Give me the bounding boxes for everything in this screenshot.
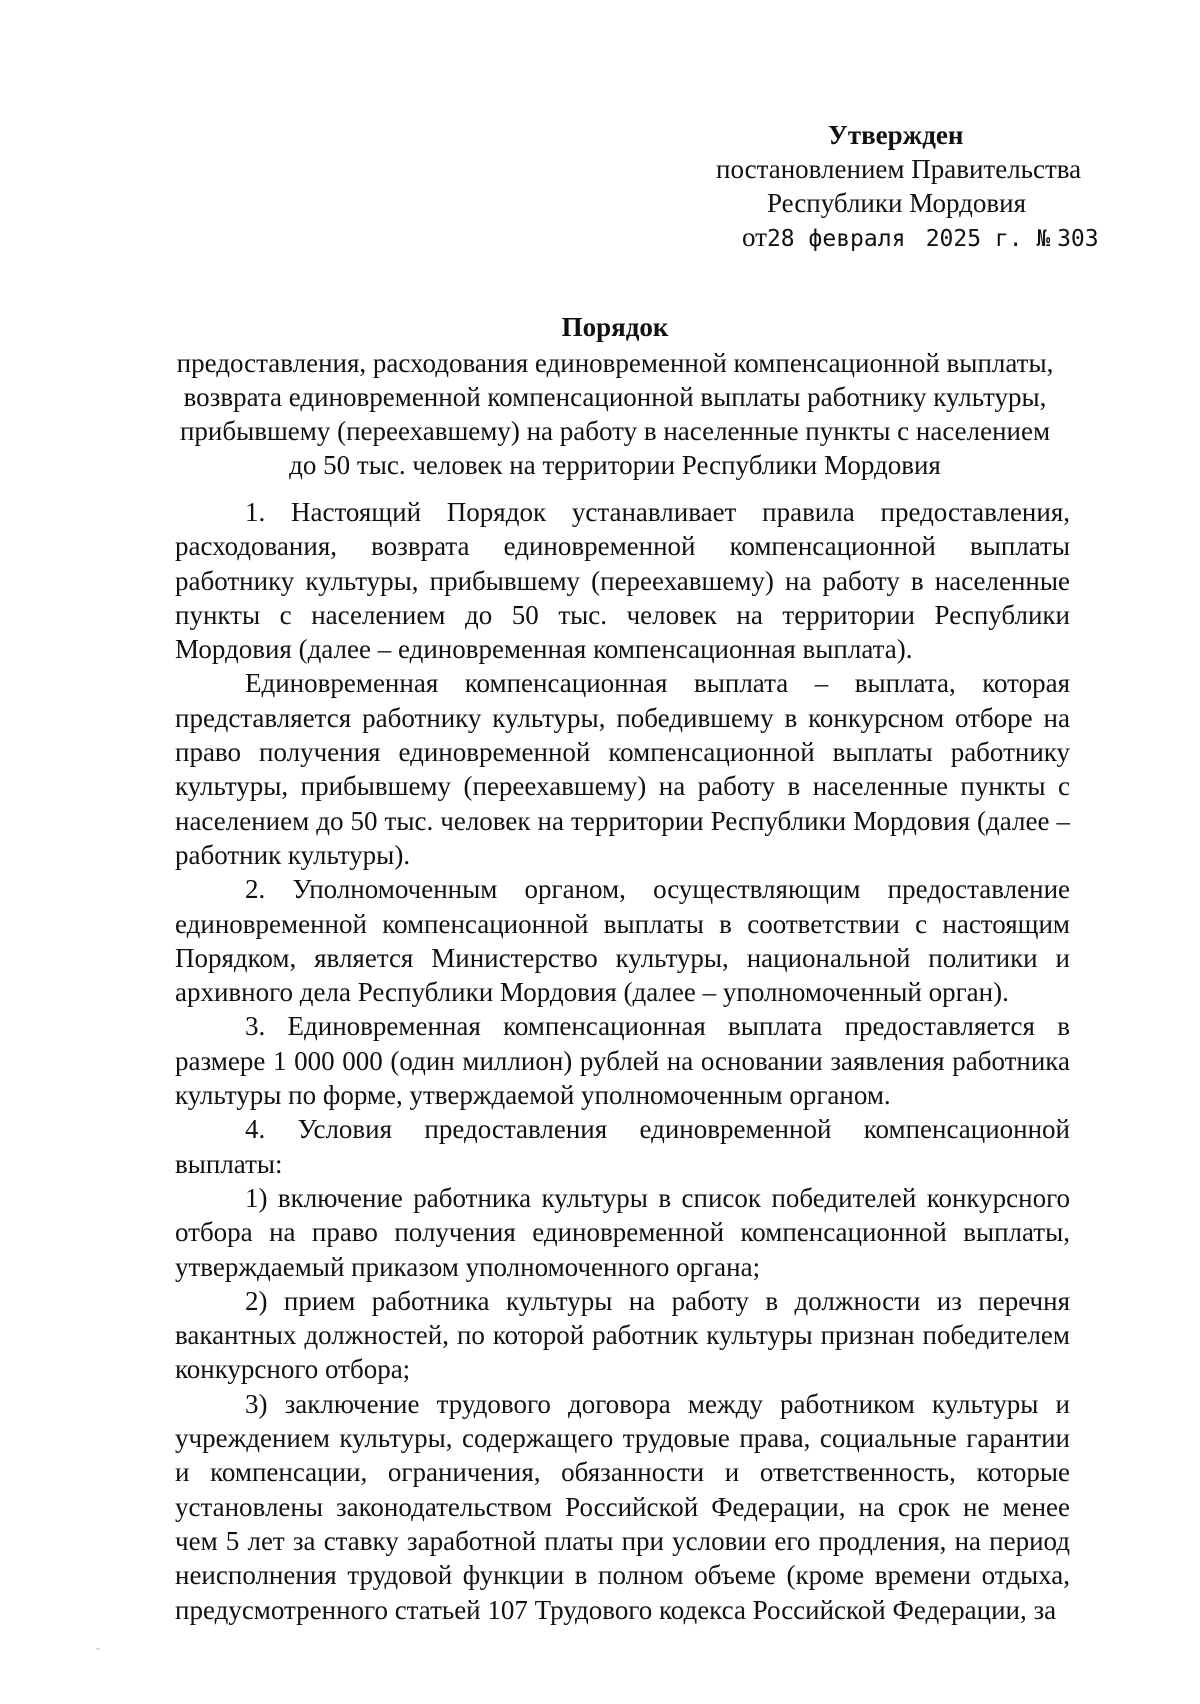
approval-title: Утвержден — [828, 120, 964, 150]
approval-line-decree: постановлением Правительства — [716, 154, 1082, 184]
approval-date-day-month: 28 февраля — [766, 226, 906, 252]
approval-date-year: 2025 г. № — [925, 226, 1051, 252]
paragraph-2: 2. Уполномоченным органом, осуществляющим предоставление единовременной компенсационной выплаты в соответствии с настоящим Порядком, является Министерство культуры, национальной политики и архивного дела Республики Мордовия (далее – уполномоченный орган). — [175, 874, 1070, 1008]
approval-stamp-block — [700, 118, 1120, 256]
paragraph-definition: Единовременная компенсационная выплата – выплата, которая представляется работнику культуры, победившему в конкурсном отборе на право получения единовременной компенсационной выплаты работнику культуры, прибывшему (переехавшему) на работу в населенные пункты с населением до 50 тыс. человек на территории Республики Мордовия (далее – работник культуры). — [175, 668, 1070, 870]
document-body — [175, 495, 1070, 1627]
document-subtitle: предоставления, расходования единовременной компенсационной выплаты, возврата единовременной компенсационной выплаты работнику культуры, прибывшему (переехавшему) на работу в населенные пункты с населением до 50 тыс. человек на территории Республики Мордовия — [176, 348, 1054, 480]
paragraph-3: 3. Единовременная компенсационная выплата предоставляется в размере 1 000 000 (один миллион) рублей на основании заявления работника культуры по форме, утверждаемой уполномоченным органом. — [175, 1011, 1070, 1111]
approval-number: 303 — [1057, 226, 1099, 252]
condition-1: 1) включение работника культуры в список победителей конкурсного отбора на право получения единовременной компенсационной выплаты, утверждаемый приказом уполномоченного органа; — [175, 1182, 1070, 1282]
condition-2: 2) прием работника культуры на работу в должности из перечня вакантных должностей, по которой работник культуры признан победителем конкурсного отбора; — [175, 1285, 1070, 1385]
scan-speck — [96, 1648, 100, 1650]
approval-date-prefix: от — [742, 222, 767, 252]
approval-line-republic: Республики Мордовия — [767, 188, 1027, 218]
document-title-block — [170, 310, 1060, 482]
paragraph-4: 4. Условия предоставления единовременной компенсационной выплаты: — [175, 1114, 1070, 1179]
condition-3: 3) заключение трудового договора между работником культуры и учреждением культуры, содержащего трудовые права, социальные гарантии и компенсации, ограничения, обязанности и ответственность, которые установлены законодательством Российской Федерации, на срок не менее чем 5 лет за ставку заработной платы при условии его продления, на период неисполнения трудовой функции в полном объеме (кроме времени отдыха, предусмотренного статьей 107 Трудового кодекса Российской Федерации, за — [175, 1388, 1070, 1625]
document-title: Порядок — [561, 312, 669, 342]
paragraph-1: 1. Настоящий Порядок устанавливает правила предоставления, расходования, возврата единовременной компенсационной выплаты работнику культуры, прибывшему (переехавшему) на работу в населенные пункты с населением до 50 тыс. человек на территории Республики Мордовия (далее – единовременная компенсационная выплата). — [175, 497, 1070, 665]
approval-date-line — [700, 220, 1120, 256]
